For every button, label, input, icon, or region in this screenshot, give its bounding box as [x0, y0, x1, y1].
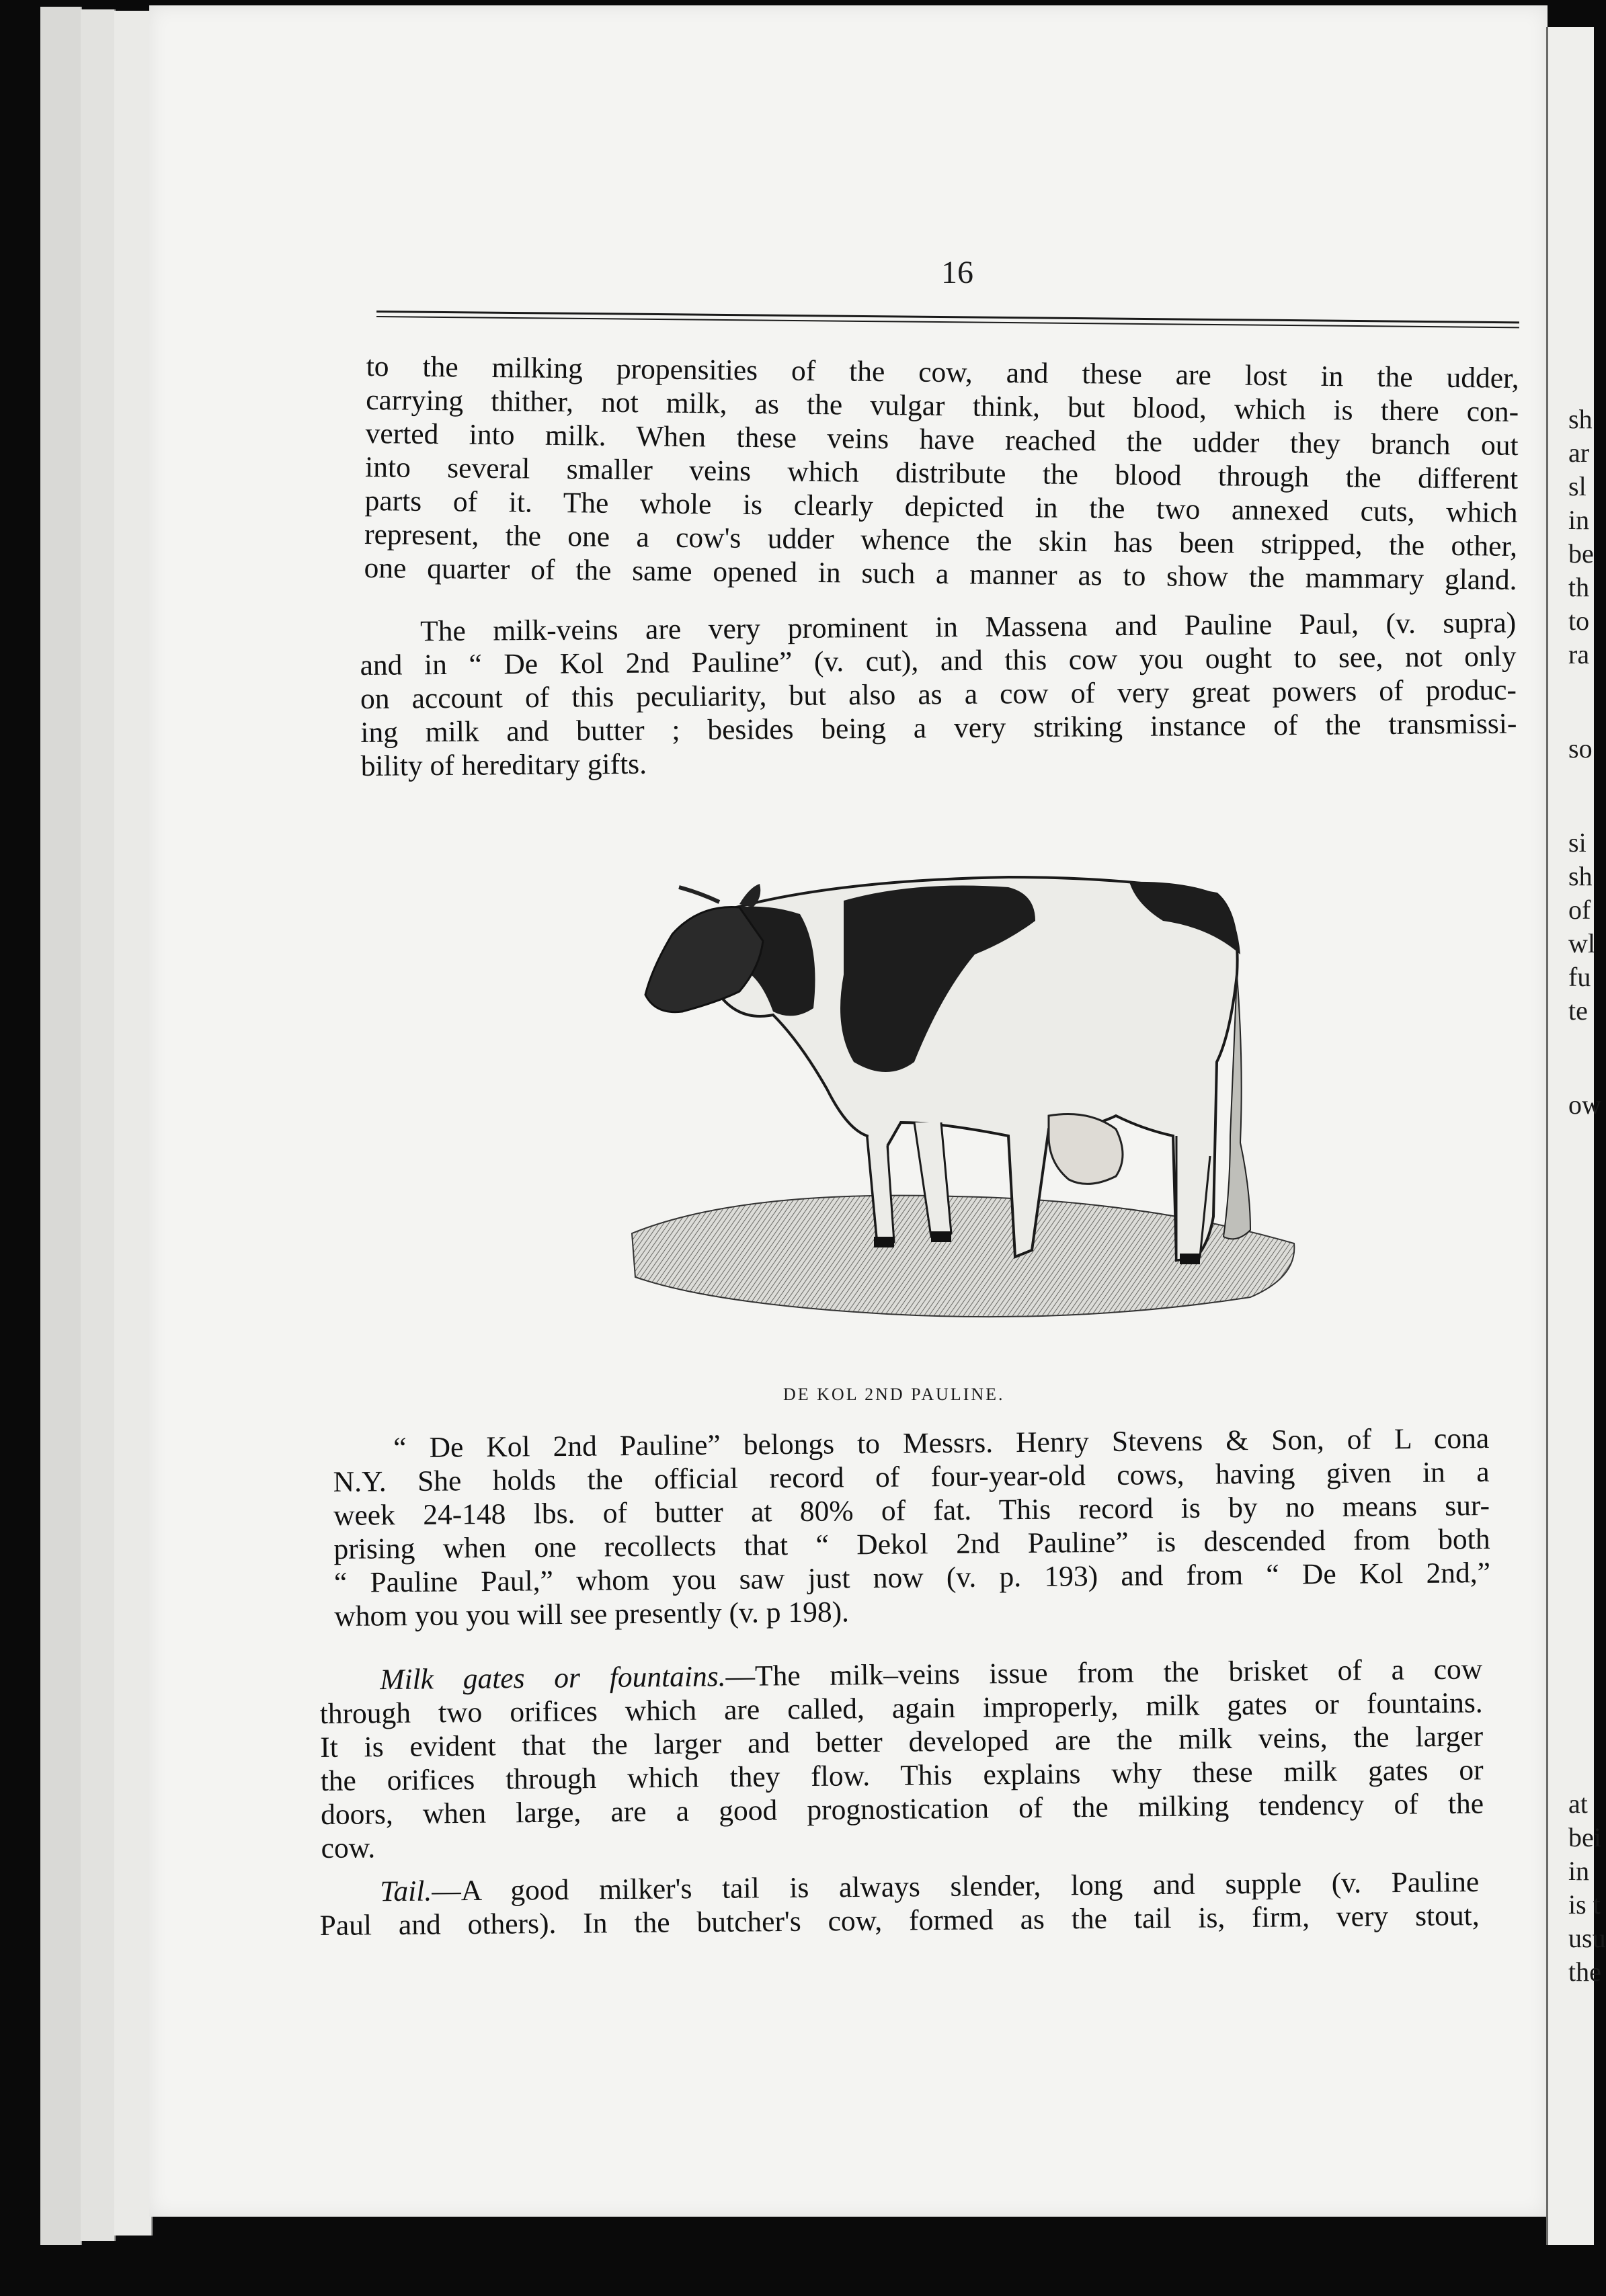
- adjacent-page-text-fragment: be: [1568, 538, 1594, 569]
- page-edge-stack: [81, 9, 116, 2241]
- adjacent-page-text-fragment: ra: [1568, 639, 1590, 669]
- adjacent-page-text-fragment: ow: [1568, 1090, 1601, 1120]
- text-line: The milk-veins are very prominent in Massena and Pauline Paul, (v. supra): [420, 606, 1517, 648]
- adjacent-page-text-fragment: in: [1568, 1856, 1590, 1886]
- paragraph-de-kol-record: [333, 1422, 1491, 1633]
- text-line: “ De Kol 2nd Pauline” belongs to Messrs. Henry Stevens & Son, of L cona: [393, 1422, 1490, 1465]
- paragraph-tail: [319, 1865, 1480, 1942]
- text-line: Tail.—A good milker's tail is always slender, long and supple (v. Pauline: [380, 1865, 1480, 1908]
- text-line: and in “ De Kol 2nd Pauline” (v. cut), and this cow you ought to see, not only: [360, 640, 1517, 682]
- adjacent-page-text-fragment: wl: [1568, 928, 1595, 958]
- text-line: on account of this peculiarity, but also as a cow of very great powers of produc-: [360, 673, 1517, 715]
- run-in-heading: Milk gates or fountains.: [380, 1660, 726, 1696]
- paragraph-milk-veins: [364, 350, 1519, 597]
- text-line: Paul and others). In the butcher's cow, formed as the tail is, firm, very stout,: [319, 1899, 1480, 1942]
- text-line: N.Y. She holds the official record of four-year-old cows, having given in a: [333, 1455, 1490, 1498]
- adjacent-page-text-fragment: si: [1568, 827, 1587, 858]
- adjacent-page-text-fragment: at: [1568, 1789, 1588, 1819]
- adjacent-page-text-fragment: sl: [1568, 471, 1587, 501]
- cow-illustration: [538, 840, 1304, 1364]
- text-line: Milk gates or fountains.—The milk–veins issue from the brisket of a cow: [380, 1653, 1483, 1696]
- text-line: doors, when large, are a good prognostication of the milking tendency of the: [320, 1787, 1484, 1831]
- text-line: carrying thither, not milk, as the vulgar think, but blood, which is there con-: [365, 383, 1519, 428]
- cow-udder: [1049, 1114, 1123, 1184]
- adjacent-page-text-fragment: sh: [1568, 404, 1593, 434]
- text-line: It is evident that the larger and better developed are the milk veins, the larger: [319, 1720, 1484, 1764]
- paragraph-milk-gates: [319, 1652, 1484, 1865]
- page-number: 16: [941, 255, 973, 290]
- adjacent-page-edge: [1546, 27, 1606, 2245]
- adjacent-page-text-fragment: so: [1568, 733, 1593, 764]
- text-line: into several smaller veins which distribute the blood through the different: [364, 450, 1519, 495]
- adjacent-page-text-fragment: th: [1568, 572, 1590, 602]
- adjacent-page-text-fragment: sh: [1568, 861, 1593, 891]
- adjacent-page-text-fragment: fu: [1568, 962, 1591, 992]
- page-edge-stack: [114, 11, 153, 2236]
- adjacent-page-text-fragment: to: [1568, 606, 1590, 636]
- run-in-heading: Tail.: [380, 1875, 432, 1908]
- text-line: week 24-148 lbs. of butter at 80% of fat. This record is by no means sur-: [333, 1489, 1490, 1532]
- text-line: “ Pauline Paul,” whom you saw just now (v. p. 193) and from “ De Kol 2nd,”: [333, 1556, 1491, 1599]
- adjacent-page-text-fragment: in: [1568, 505, 1590, 535]
- adjacent-page-text-fragment: te: [1568, 995, 1588, 1026]
- text-line: cow.: [321, 1832, 376, 1864]
- text-line: represent, the one a cow's udder whence the skin has been stripped, the other,: [364, 518, 1518, 563]
- adjacent-page-text-fragment: ar: [1568, 438, 1590, 468]
- adjacent-page-text-fragment: bei: [1568, 1822, 1601, 1852]
- text-line: one quarter of the same opened in such a manner as to show the mammary gland.: [364, 551, 1517, 596]
- text-line: the orifices through which they flow. This explains why these milk gates or: [320, 1754, 1484, 1797]
- figure-caption: DE KOL 2ND PAULINE.: [783, 1385, 1005, 1404]
- text-line: prising when one recollects that “ Dekol 2nd Pauline” is descended from both: [333, 1522, 1490, 1565]
- text-line: to the milking propensities of the cow, and these are lost in the udder,: [366, 350, 1519, 395]
- page-edge-stack: [40, 7, 82, 2245]
- adjacent-page-text-fragment: of: [1568, 895, 1591, 925]
- adjacent-page-text-fragment: the: [1568, 1957, 1601, 1987]
- text-line: parts of it. The whole is clearly depicted in the two annexed cuts, which: [364, 484, 1518, 529]
- text-line: bility of hereditary gifts.: [360, 747, 647, 782]
- adjacent-page-text-fragment: is t: [1568, 1889, 1601, 1920]
- text-line: ing milk and butter ; besides being a very striking instance of the transmissi-: [360, 707, 1517, 749]
- adjacent-page-text-fragment: usu: [1568, 1923, 1606, 1953]
- paragraph-prominent-veins: [360, 606, 1517, 783]
- text-line: through two orifices which are called, again improperly, milk gates or fountains.: [319, 1686, 1483, 1730]
- text-line: verted into milk. When these veins have reached the udder they branch out: [365, 417, 1519, 462]
- text-line: whom you you will see presently (v. p 198).: [334, 1596, 850, 1633]
